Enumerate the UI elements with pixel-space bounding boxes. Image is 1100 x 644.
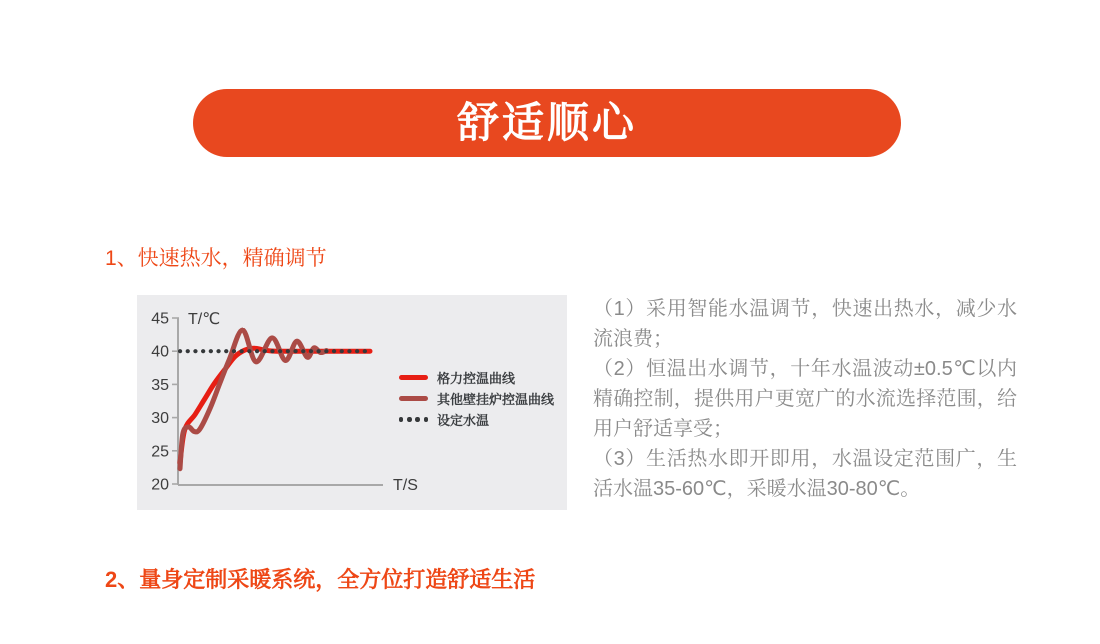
section-1-heading: 1、快速热水，精确调节 [105, 247, 327, 270]
gree-control-curve [180, 348, 370, 463]
y-tick-label: 40 [151, 343, 169, 361]
legend-swatch-other-line [399, 396, 428, 402]
legend-item-gree [399, 367, 554, 388]
section-2-heading: 2、量身定制采暖系统，全方位打造舒适生活 [105, 567, 536, 592]
y-axis-title: T/℃ [188, 311, 221, 328]
legend-item-set-temp [399, 409, 554, 430]
y-tick-label: 25 [151, 443, 169, 461]
legend-item-other [399, 388, 554, 409]
y-tick-label: 20 [151, 476, 169, 494]
temperature-chart [137, 295, 567, 510]
chart-legend [399, 367, 554, 430]
y-tick-label: 45 [151, 310, 169, 328]
legend-swatch-dotted-line [399, 417, 428, 423]
y-axis-ticks [151, 311, 179, 494]
legend-label-other: 其他壁挂炉控温曲线 [437, 392, 555, 407]
x-axis-title: T/S [393, 477, 418, 494]
page-title: 舒适顺心 [456, 99, 637, 146]
legend-label-set-temp: 设定水温 [437, 413, 490, 428]
feature-point-2: （2）恒温出水调节，十年水温波动±0.5℃以内精确控制，提供用户更宽广的水流选择范围，给用户舒适享受； [593, 358, 1017, 440]
legend-label-gree: 格力控温曲线 [437, 371, 516, 386]
title-banner [193, 89, 901, 157]
feature-point-3: （3）生活热水即开即用，水温设定范围广，生活水温35-60℃，采暖水温30-80℃。 [593, 448, 1017, 500]
y-tick-label: 35 [151, 376, 169, 394]
legend-swatch-gree-line [399, 375, 428, 381]
feature-description [593, 294, 1017, 504]
feature-point-1: （1）采用智能水温调节，快速出热水，减少水流浪费； [593, 298, 1017, 350]
y-tick-label: 30 [151, 410, 169, 428]
